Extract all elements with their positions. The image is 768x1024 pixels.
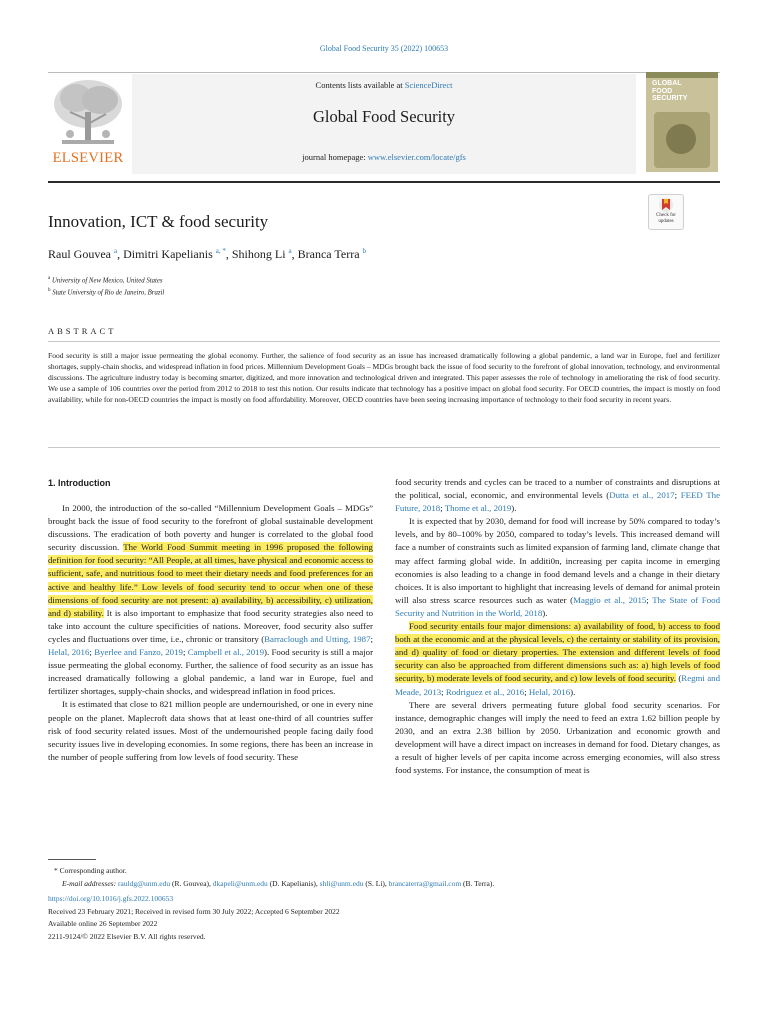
homepage-link[interactable]: www.elsevier.com/locate/gfs xyxy=(367,152,466,162)
elsevier-wordmark[interactable]: ELSEVIER xyxy=(52,150,124,166)
citation-link[interactable]: Helal, 2016 xyxy=(48,647,90,658)
body-text: It is expected that by 2030, demand for food will increase by 50% compared to today’s levels, and by 80–100% by 2050, compared to today’s levels. This increased demand will face a number of constraints such as limited expansion of farming land, climate change that may affect farming global wide. In additi0n, increasing per capita income in emerging economies is also leading to a change in food demand levels and a change in their dietary choices. It is also important to highlight that increasing levels of demand for animal protein will also stress scarce resources such as water ( xyxy=(395,516,720,605)
citation-link[interactable]: Thome et al., 2019 xyxy=(444,503,512,514)
article-title: Innovation, ICT & food security xyxy=(48,212,269,231)
journal-citation[interactable]: Global Food Security 35 (2022) 100653 xyxy=(319,44,449,53)
body-paragraph: It is estimated that close to 821 million people are undernourished, or one in every nine people on the planet. Maplecroft data shows that at least one-third of all countries suffer risk of food security related issues. Most of the undernourished people facing daily food security issues live in developing economies. In some regions, there has been an increase in the number of people suffering from low levels of food security. These xyxy=(48,699,373,762)
affiliations xyxy=(48,274,164,299)
highlighted-text: The World Food Summit meeting in 1996 proposed the following definition for food security: “All People, at all times, have physical and economic access to sufficient, safe, and nutritious food to meet their dietary needs and food preferences for an active and healthy life.” Low levels of food security tend to occur when one of these dimensions of food security are not present: a) availability, b) accessibility, c) utilization, and d) stability. xyxy=(48,542,373,618)
abstract-heading: ABSTRACT xyxy=(48,326,117,336)
affiliation-item xyxy=(48,274,164,286)
author-name[interactable]: Dimitri Kapelianis xyxy=(123,247,213,261)
citation-separator: ; xyxy=(89,647,95,658)
citation-link[interactable]: Regmi and Meade, 2013 xyxy=(395,673,720,697)
body-column-right xyxy=(395,476,720,777)
cover-title-line3: SECURITY xyxy=(652,95,688,102)
bookmark-icon xyxy=(649,195,683,213)
email-link[interactable]: brancaterra@gmail.com xyxy=(388,878,462,888)
body-paragraph xyxy=(395,476,720,515)
author-affiliation-marker[interactable]: a xyxy=(288,247,292,255)
email-link[interactable]: dkapeli@unm.edu xyxy=(212,878,268,888)
affiliation-text: State University of Rio de Janeiro, Brazil xyxy=(52,289,165,297)
check-for-updates-badge[interactable] xyxy=(648,194,684,230)
email-link[interactable]: shli@unm.edu xyxy=(319,878,364,888)
body-text: It is also important to emphasize that food security strategies also need to take into account the culture specificities of nations. Moreover, food security also suffer cycles and fluctuations over time, i.e., chronic or transitory ( xyxy=(48,607,373,644)
citation-link[interactable]: Barraclough and Utting, 1987 xyxy=(264,633,371,644)
received-dates: Received 23 February 2021; Received in revised form 30 July 2022; Accepted 6 September 2022 xyxy=(48,906,340,916)
body-paragraph xyxy=(48,502,373,698)
citation-link[interactable]: Helal, 2016 xyxy=(528,686,571,697)
copyright-line: 2211-9124/© 2022 Elsevier B.V. All rights reserved. xyxy=(48,931,206,941)
citation-separator: ; xyxy=(440,503,445,514)
footnotes xyxy=(48,865,728,944)
body-text: ( xyxy=(676,673,682,684)
available-online-date: Available online 26 September 2022 xyxy=(48,919,158,929)
footnote-rule xyxy=(48,859,96,860)
homepage-line xyxy=(132,152,636,162)
body-text: ). Food security is still a major issue permeating the global economy. Further, the salience of food security as an issue has increased dramatically following a global pandemic, a land war in Europe, fuel and fertilizer shortages, supply-chain shocks, and widespread inflation in food prices. xyxy=(48,647,374,697)
header-rule xyxy=(48,72,720,73)
cover-band xyxy=(646,72,718,78)
citation-link[interactable]: Campbell et al., 2019 xyxy=(187,647,264,658)
doi-link[interactable]: https://doi.org/10.1016/j.gfs.2022.100653 xyxy=(48,894,174,904)
updates-badge-line2: updates xyxy=(658,218,674,224)
journal-cover-thumbnail[interactable] xyxy=(646,72,718,172)
highlighted-text: Food security entails four major dimensions: a) availability of food, b) access to food both at the economic and at the physical levels, c) the certainty or stability of its provision, and d) quality of food or dietary properties. The extension and different levels of food security can also be approached from different dimensions such as: a) high levels of food security, b) moderate levels of food security, and c) low levels of food security. xyxy=(395,621,720,684)
author-affiliation-marker[interactable]: a, * xyxy=(215,247,226,255)
abstract-text: Food security is still a major issue permeating the global economy. Further, the salience of food security as an issue has increased dramatically following a global pandemic, a land war in Europe, fuel and fertilizer shortages, supply-chain shocks, and widespread inflation in food prices. Millennium Development Goals – MDGs brought back the issue of food security to the forefront of global innovation, technology, and environmental discussions. The agriculture industry today is becoming smarter, digitized, and more innovation and technological driven and integrated. This paper assesses the role of technology in ameliorating the risk of food security. We use a sample of 106 countries over the period from 2012 to 2018 to test this notion. Our results indicate that technology has a positive impact on global food security. For OECD countries, the impact is mostly on food availability, while for non-OECD countries the impact is mostly on food affordability. Moreover, OECD countries have been seeing increasing importance of technology to their food security in recent years. xyxy=(48,351,720,405)
corresponding-author-note: * Corresponding author. xyxy=(54,866,127,875)
abstract-rule xyxy=(48,341,720,342)
author-name[interactable]: Shihong Li xyxy=(231,247,286,261)
cover-title-line1: GLOBAL xyxy=(652,80,682,87)
cover-title xyxy=(652,80,687,103)
header-thick-rule xyxy=(48,181,720,183)
abstract-bottom-rule xyxy=(48,447,720,448)
body-text: ). xyxy=(570,686,576,697)
sciencedirect-link[interactable]: ScienceDirect xyxy=(404,80,453,90)
citation-link[interactable]: The State of Food Security and Nutrition in the World, 2018 xyxy=(395,594,720,618)
body-text: ). xyxy=(511,503,517,514)
citation-separator: ; xyxy=(524,686,529,697)
citation-separator: ; xyxy=(674,490,681,501)
body-paragraph xyxy=(395,620,720,699)
citation-link[interactable]: Dutta et al., 2017 xyxy=(609,490,675,501)
cover-image-detail xyxy=(666,124,696,154)
email-label: E-mail addresses: xyxy=(62,878,117,888)
citation-separator: ; xyxy=(182,647,188,658)
body-paragraph xyxy=(395,515,720,620)
updates-badge-line1: Check for xyxy=(656,213,676,218)
affiliation-item xyxy=(48,286,164,298)
citation-link[interactable]: Byerlee and Fanzo, 2019 xyxy=(94,647,183,658)
email-owner: (S. Li), xyxy=(363,878,389,888)
cover-title-line2: FOOD xyxy=(652,87,673,95)
author-affiliation-marker[interactable]: a xyxy=(113,247,118,255)
contents-prefix: Contents lists available at xyxy=(315,80,405,90)
author-list xyxy=(48,247,366,262)
citation-separator: ; xyxy=(370,633,373,644)
body-text: food security trends and cycles can be traced to a number of constraints and disruptions at the political, social, economic, and environmental levels ( xyxy=(395,477,720,501)
citation-link[interactable]: Rodriguez et al., 2016 xyxy=(445,686,525,697)
email-addresses xyxy=(48,878,728,891)
section-heading-introduction: 1. Introduction xyxy=(48,478,111,488)
author-separator: , xyxy=(291,247,298,261)
author-separator: , xyxy=(117,247,124,261)
body-paragraph: There are several drivers permeating future global food security scenarios. For instance, demographic changes will imply the need to feed an extra 1.62 billion people by 2030, and an extra 2.38 billion by 2050. Urbanization and economic growth and development will have a direct impact on increases in demand for food. Dietary changes, as a result of higher levels of per capita income across emerging economies, will also stress food systems. For instance, the consumption of meat is xyxy=(395,699,720,776)
contents-line xyxy=(132,80,636,90)
citation-separator: ; xyxy=(441,686,446,697)
author-name[interactable]: Raul Gouvea xyxy=(48,247,111,261)
homepage-prefix: journal homepage: xyxy=(302,152,368,162)
citation-link[interactable]: Maggio et al., 2015 xyxy=(573,594,647,605)
email-owner: (B. Terra). xyxy=(461,878,495,888)
updates-badge-text xyxy=(649,213,683,224)
body-column-left xyxy=(48,502,373,764)
email-owner: (R. Gouvea), xyxy=(170,878,213,888)
affiliation-text: University of New Mexico, United States xyxy=(51,277,163,285)
email-link[interactable]: rauldg@unm.edu xyxy=(117,878,171,888)
body-text: ). xyxy=(542,607,548,618)
affiliation-marker: b xyxy=(48,288,51,294)
citation-link[interactable]: FEED The Future, 2018 xyxy=(395,490,721,514)
email-owner: (D. Kapelianis), xyxy=(267,878,320,888)
author-name[interactable]: Branca Terra xyxy=(297,247,360,261)
journal-title: Global Food Security xyxy=(312,107,456,126)
body-text: In 2000, the introduction of the so-called “Millennium Development Goals – MDGs” brought back the issue of food security to the forefront of global sustainable development discussions. The eradication of both poverty and hunger is correlated to the global food security discussion. xyxy=(48,503,373,553)
author-affiliation-marker[interactable]: b xyxy=(362,247,367,255)
author-separator: , xyxy=(225,247,232,261)
affiliation-marker: a xyxy=(48,276,51,281)
citation-separator: ; xyxy=(646,594,653,605)
